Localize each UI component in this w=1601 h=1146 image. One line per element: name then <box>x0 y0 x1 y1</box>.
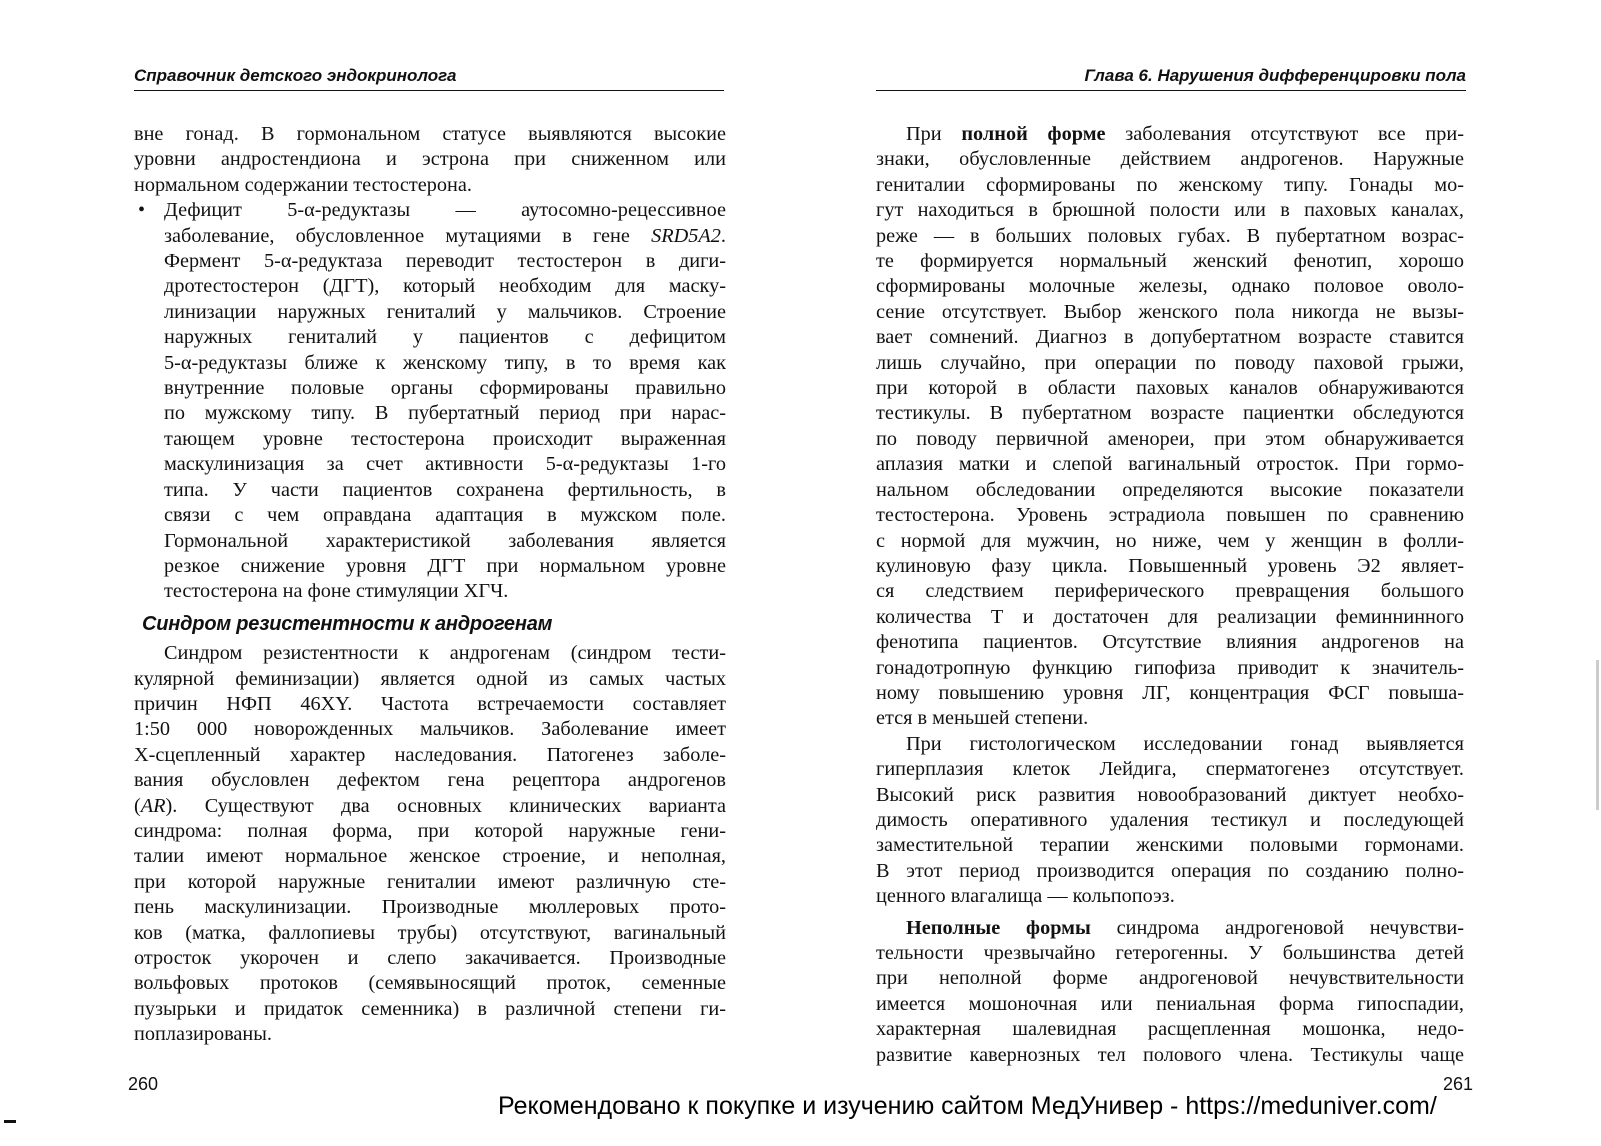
left-running-head: Справочник детского эндокринолога <box>134 66 724 91</box>
text-line: ному повышению уровня ЛГ, концентрация ФСГ повыша- <box>876 681 1464 704</box>
text-line: причин НФП 46XY. Частота встречаемости составляет <box>134 692 726 715</box>
text-line: ся следствием периферического превращения большого <box>876 580 1464 603</box>
text-line: те формируется нормальный женский фенотип, хорошо <box>876 250 1464 273</box>
text-line: синдрома: полная форма, при которой наружные гени- <box>134 819 726 842</box>
text-line: заместительной терапии женскими половыми гормонами. <box>876 834 1464 857</box>
text-line: поплазированы. <box>134 1023 272 1046</box>
left-text-column <box>134 122 726 1048</box>
footer-banner: Рекомендовано к покупке и изучению сайтом МедУнивер - https://meduniver.com/ <box>498 1092 1437 1120</box>
text-line: наружных гениталий у пациентов с дефицитом <box>164 326 726 349</box>
text-line: развитие кавернозных тел полового члена. Тестикулы чаще <box>876 1043 1464 1066</box>
text-line: имеется мошоночная или пениальная форма гипоспадии, <box>876 992 1464 1015</box>
text-line: ется в меньшей степени. <box>876 707 1089 730</box>
text-line: Фермент 5-α-редуктаза переводит тестостерон в диги- <box>164 250 726 273</box>
text-line: знаки, обусловленные действием андрогенов. Наружные <box>876 148 1464 171</box>
text-line: 1:50 000 новорожденных мальчиков. Заболевание имеет <box>134 718 726 741</box>
text-line: нальном обследовании определяются высокие показатели <box>876 478 1464 501</box>
right-running-head: Глава 6. Нарушения дифференцировки пола <box>876 66 1466 91</box>
text-line <box>876 122 1464 147</box>
text-line: вольфовых протоков (семявыносящий проток, семенные <box>134 972 726 995</box>
text-line: Дефицит 5-α-редуктазы — аутосомно-рецессивное <box>164 199 726 222</box>
text-line: димость оперативного удаления тестикул и последующей <box>876 808 1464 831</box>
bold-term: полной форме <box>961 123 1106 145</box>
text-line: кулиновую фазу цикла. Повышенный уровень Э2 являет- <box>876 554 1464 577</box>
right-page-number: 261 <box>1443 1074 1474 1094</box>
text-line: Х-сцепленный характер наследования. Патогенез заболе- <box>134 743 726 766</box>
text-line: ков (матка, фаллопиевы трубы) отсутствуют, вагинальный <box>134 921 726 944</box>
text-line: с нормой для мужчин, но ниже, чем у женщин в фолли- <box>876 529 1464 552</box>
text-line: лишь случайно, при операции по поводу паховой грыжи, <box>876 351 1464 374</box>
text-line: гениталии сформированы по женскому типу. Гонады мо- <box>876 173 1464 196</box>
text-line: типа. У части пациентов сохранена фертильность, в <box>164 478 726 501</box>
text-line: вания обусловлен дефектом гена рецептора андрогенов <box>134 769 726 792</box>
text-line: При гистологическом исследовании гонад выявляется <box>906 732 1464 755</box>
text-line: 5-α-редуктазы ближе к женскому типу, в то время как <box>164 351 726 374</box>
text-line: внутренние половые органы сформированы правильно <box>164 377 726 400</box>
full-form-paragraph <box>876 122 1464 732</box>
bullet-icon: • <box>138 199 146 222</box>
text-line: реже — в больших половых губах. В пубертатном возрас- <box>876 224 1464 247</box>
bullet-item-5a-reductase <box>134 198 726 605</box>
text-run: заболевания отсутствуют все при- <box>1105 123 1465 145</box>
incomplete-form-paragraph <box>876 916 1464 1068</box>
text-line: аплазия матки и слепой вагинальный отросток. При гормо- <box>876 453 1464 476</box>
left-page <box>0 0 800 1146</box>
right-text-column <box>876 122 1464 1068</box>
section-paragraph <box>134 641 726 1048</box>
text-line: резкое снижение уровня ДГТ при нормальном уровне <box>164 554 726 577</box>
text-line: тающем уровне тестостерона происходит выраженная <box>164 427 726 450</box>
text-line: сение отсутствует. Выбор женского пола никогда не вызы- <box>876 300 1464 323</box>
text-run: При <box>906 123 962 145</box>
text-line: маскулинизация за счет активности 5-α-редуктазы 1-го <box>164 453 726 476</box>
text-line: при которой наружные гениталии имеют различную сте- <box>134 870 726 893</box>
scan-corner-mark <box>4 1120 16 1123</box>
text-line: Синдром резистентности к андрогенам (синдром тести- <box>164 642 726 665</box>
text-line: отросток укорочен и слепо закачивается. Производные <box>134 947 726 969</box>
text-line: дротестостерон (ДГТ), который необходим для маску- <box>164 275 726 298</box>
text-line: В этот период производится операция по созданию полно- <box>876 859 1464 882</box>
continuation-paragraph <box>134 122 726 198</box>
bold-term: Неполные формы <box>906 916 1091 939</box>
text-line: при которой в области паховых каналов обнаруживаются <box>876 377 1464 400</box>
text-line: количества Т и достаточен для реализации феминнинного <box>876 605 1464 628</box>
histology-paragraph <box>876 732 1464 910</box>
text-line: сформированы молочные железы, однако половое оволо- <box>876 275 1464 298</box>
text-line: заболевание, обусловленное мутациями в гене SRD5A2. <box>164 224 726 247</box>
text-line <box>876 916 1464 941</box>
text-line: тестостерона. Уровень эстрадиола повышен по сравнению <box>876 504 1464 527</box>
right-page <box>800 0 1601 1146</box>
text-line: при неполной форме андрогеновой нечувствительности <box>876 967 1464 990</box>
text-line: по поводу первичной аменореи, при этом обнаруживается <box>876 427 1464 450</box>
text-line: связи с чем оправдана адаптация в мужском поле. <box>164 504 726 527</box>
text-line: гут находиться в брюшной полости или в паховых каналах, <box>876 199 1464 222</box>
text-line: тестикулы. В пубертатном возрасте пациентки обследуются <box>876 402 1464 425</box>
text-line: тельности чрезвычайно гетерогенны. У большинства детей <box>876 942 1464 964</box>
text-line: (AR). Существуют два основных клинических варианта <box>134 794 726 817</box>
text-line: тестостерона на фоне стимуляции ХГЧ. <box>164 580 509 603</box>
text-line: Гормональной характеристикой заболевания является <box>164 529 726 552</box>
text-line: ценного влагалища — кольпопоэз. <box>876 885 1175 908</box>
text-line: вне гонад. В гормональном статусе выявляются высокие <box>134 123 726 145</box>
text-line: пень маскулинизации. Производные мюллеровых прото- <box>134 896 726 919</box>
text-line: гонадотропную функцию гипофиза приводит к значитель- <box>876 656 1464 679</box>
text-line: кулярной феминизации) является одной из самых частых <box>134 667 726 690</box>
text-line: гиперплазия клеток Лейдига, сперматогенез отсутствует. <box>876 758 1464 781</box>
text-line: линизации наружных гениталий у мальчиков. Строение <box>164 300 726 323</box>
text-line: талии имеют нормальное женское строение, и неполная, <box>134 845 726 868</box>
text-line: нормальном содержании тестостерона. <box>134 173 472 196</box>
scan-edge-shadow <box>1596 660 1599 810</box>
text-line: пузырьки и придаток семенника) в различной степени ги- <box>134 997 726 1020</box>
left-page-number: 260 <box>128 1074 159 1094</box>
text-line: фенотипа пациентов. Отсутствие влияния андрогенов на <box>876 631 1464 654</box>
text-line: характерная шалевидная расщепленная мошонка, недо- <box>876 1018 1464 1041</box>
text-line: Высокий риск развития новообразований диктует необхо- <box>876 783 1464 806</box>
text-line: уровни андростендиона и эстрона при сниженном или <box>134 148 726 171</box>
text-line: вает сомнений. Диагноз в допубертатном возрасте ставится <box>876 326 1464 349</box>
section-heading: Синдром резистентности к андрогенам <box>142 612 553 635</box>
text-line: по мужскому типу. В пубертатный период при нарас- <box>164 402 726 425</box>
text-run: синдрома андрогеновой нечувстви- <box>1090 916 1464 939</box>
